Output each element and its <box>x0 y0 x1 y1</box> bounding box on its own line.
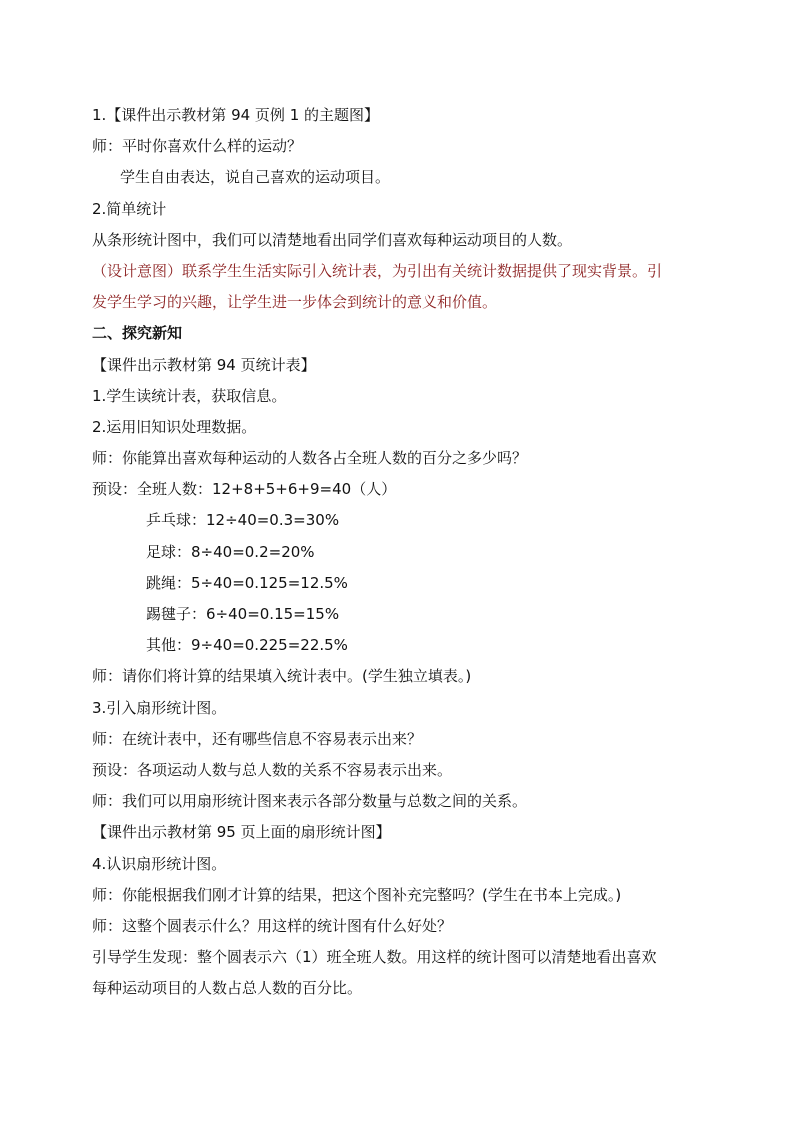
calc-football: 足球：8÷40=0.2=20% <box>146 542 315 561</box>
teacher-question-sport: 师：平时你喜欢什么样的运动？ <box>92 137 303 156</box>
preset-relationship: 预设：各项运动人数与总人数的关系不容易表示出来。 <box>92 760 453 779</box>
step-read-table: 1.学生读统计表，获取信息。 <box>92 386 287 405</box>
section-heading-2: 2.简单统计 <box>92 199 167 218</box>
calc-pingpong: 乒乓球：12÷40=0.3=30% <box>146 511 340 530</box>
document-body <box>92 100 712 1004</box>
design-intent-line-1: （设计意图）联系学生生活实际引入统计表，为引出有关统计数据提供了现实背景。引 <box>92 261 663 280</box>
bar-chart-observation: 从条形统计图中，我们可以清楚地看出同学们喜欢每种运动项目的人数。 <box>92 230 573 249</box>
courseware-pie-note: 【课件出示教材第 95 页上面的扇形统计图】 <box>92 823 391 842</box>
teacher-complete-chart: 师：你能根据我们刚才计算的结果，把这个图补充完整吗？(学生在书本上完成。) <box>92 885 622 904</box>
section-heading-1: 1.【课件出示教材第 94 页例 1 的主题图】 <box>92 106 380 124</box>
design-intent-line-2: 发学生学习的兴趣，让学生进一步体会到统计的意义和价值。 <box>92 293 498 312</box>
teacher-pie-explanation: 师：我们可以用扇形统计图来表示各部分数量与总数之间的关系。 <box>92 792 528 811</box>
step-recognize-pie-chart: 4.认识扇形统计图。 <box>92 854 227 873</box>
guide-discovery-line-1: 引导学生发现：整个圆表示六（1）班全班人数。用这样的统计图可以清楚地看出喜欢 <box>92 948 657 967</box>
teacher-question-percent: 师：你能算出喜欢每种运动的人数各占全班人数的百分之多少吗？ <box>92 449 528 468</box>
teacher-fill-table: 师：请你们将计算的结果填入统计表中。(学生独立填表。) <box>92 667 472 686</box>
guide-discovery-line-2: 每种运动项目的人数占总人数的百分比。 <box>92 979 363 998</box>
step-process-data: 2.运用旧知识处理数据。 <box>92 417 257 436</box>
student-response: 学生自由表达，说自己喜欢的运动项目。 <box>120 168 391 187</box>
step-introduce-pie-chart: 3.引入扇形统计图。 <box>92 698 227 717</box>
courseware-table-note: 【课件出示教材第 94 页统计表】 <box>92 355 316 374</box>
teacher-question-info: 师：在统计表中，还有哪些信息不容易表示出来？ <box>92 729 423 748</box>
calc-shuttlecock: 踢毽子：6÷40=0.15=15% <box>146 605 340 623</box>
calc-other: 其他：9÷40=0.225=22.5% <box>146 636 348 655</box>
preset-total: 预设：全班人数：12+8+5+6+9=40（人） <box>92 480 397 499</box>
part-heading-explore: 二、探究新知 <box>92 324 183 343</box>
teacher-question-circle: 师：这整个圆表示什么？用这样的统计图有什么好处？ <box>92 916 453 935</box>
calc-rope-skipping: 跳绳：5÷40=0.125=12.5% <box>146 573 348 592</box>
